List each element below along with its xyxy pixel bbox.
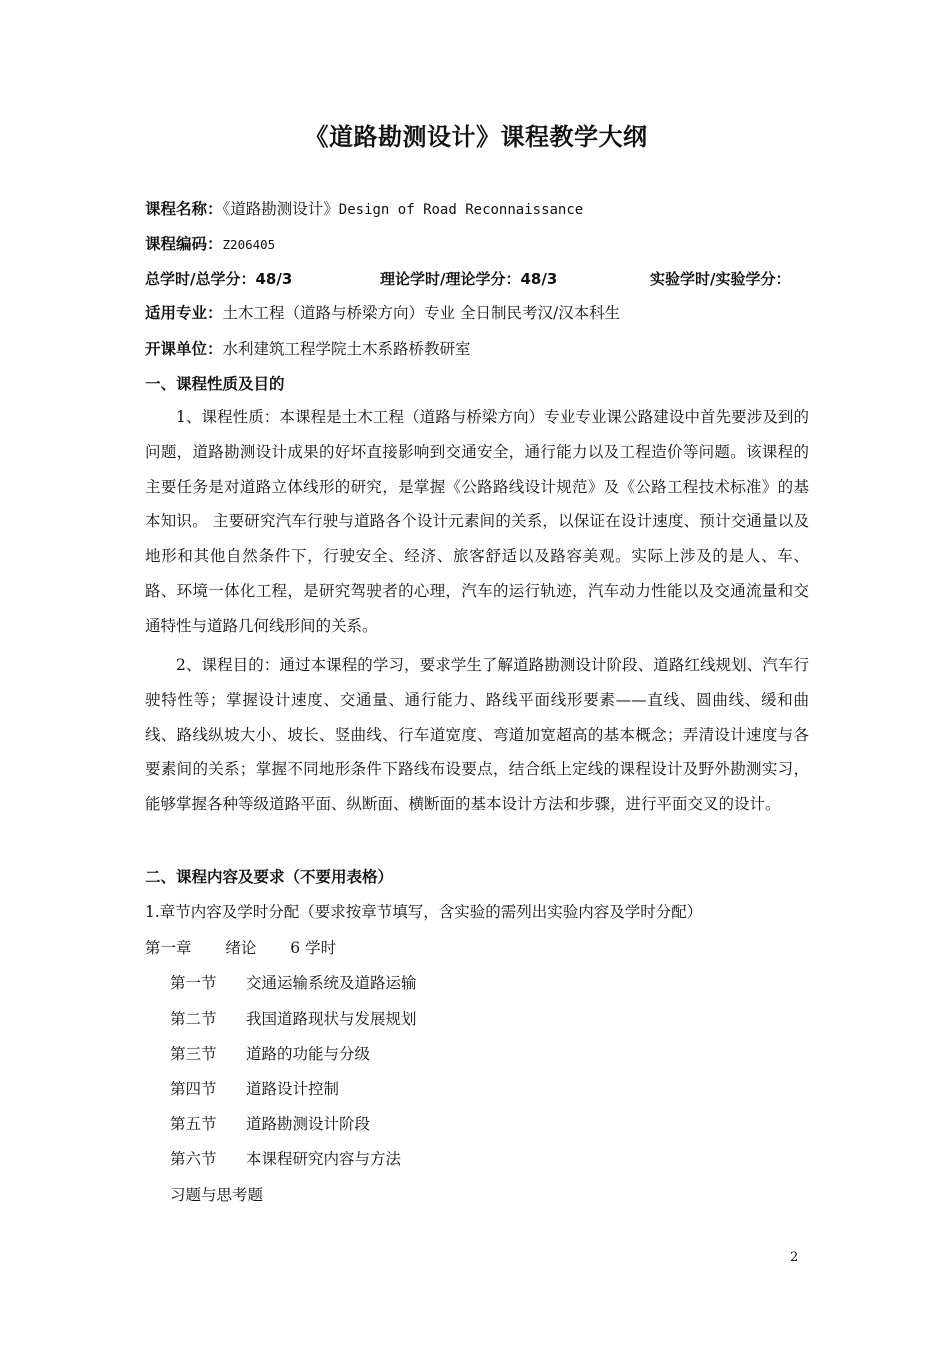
section-number: 第二节 (170, 1010, 217, 1028)
chapter-hours: 6 学时 (290, 939, 337, 957)
section-title: 道路的功能与分级 (246, 1045, 371, 1063)
section-number: 第四节 (170, 1080, 217, 1098)
section-number: 第六节 (170, 1150, 217, 1168)
section-item (170, 971, 417, 993)
chapter-title: 绪论 (225, 939, 257, 957)
section-number: 第一节 (170, 974, 217, 992)
subsection-chapter-allocation: 1.章节内容及学时分配（要求按章节填写，含实验的需列出实验内容及学时分配） (145, 903, 703, 921)
major-label: 适用专业： (145, 304, 223, 322)
major-value: 土木工程（道路与桥梁方向）专业 全日制民考汉/汉本科生 (222, 304, 621, 322)
total-hours: 总学时/总学分：48/3 (145, 270, 293, 288)
exercise-line: 习题与思考题 (170, 1186, 264, 1204)
course-code-value: Z206405 (222, 237, 276, 252)
page-number: 2 (790, 1250, 799, 1265)
section-heading-2: 二、课程内容及要求（不要用表格） (145, 868, 394, 886)
lab-hours: 实验学时/实验学分： (650, 270, 791, 288)
section-number: 第三节 (170, 1045, 217, 1063)
course-code-line (145, 233, 275, 256)
section-title: 交通运输系统及道路运输 (246, 974, 417, 992)
section-item (170, 1077, 339, 1099)
course-name-en: Design of Road Reconnaissance (338, 202, 584, 218)
course-name-cn: 《道路勘测设计》 (222, 200, 339, 218)
chapter-line (145, 936, 336, 958)
section-number: 第五节 (170, 1115, 217, 1133)
section-heading-1: 一、课程性质及目的 (145, 375, 285, 393)
paragraph-course-purpose: 2、课程目的：通过本课程的学习，要求学生了解道路勘测设计阶段、道路红线规划、汽车行驶特性等；掌握设计速度、交通量、通行能力、路线平面线形要素——直线、圆曲线、缓和曲线、路线纵坡大小、坡长、竖曲线、行车道宽度、弯道加宽超高的基本概念；弄清设计速度与各要素间的关系；掌握不同地形条件下路线布设要点，结合纸上定线的课程设计及野外勘测实习，能够掌握各种等级道路平面、纵断面、横断面的基本设计方法和步骤，进行平面交叉的设计。 (145, 656, 809, 814)
major-line (145, 302, 620, 324)
course-name-label: 课程名称： (145, 200, 223, 218)
course-name-line (145, 198, 583, 221)
document-title: 《道路勘测设计》课程教学大纲 (304, 123, 648, 151)
section-title: 道路设计控制 (246, 1080, 340, 1098)
dept-line (145, 338, 471, 360)
section-item (170, 1042, 370, 1064)
chapter-number: 第一章 (145, 939, 192, 957)
dept-label: 开课单位： (145, 340, 223, 358)
section-title: 道路勘测设计阶段 (246, 1115, 371, 1133)
dept-value: 水利建筑工程学院土木系路桥教研室 (222, 340, 471, 358)
section-item (170, 1147, 401, 1169)
section-item (170, 1112, 370, 1134)
course-code-label: 课程编码： (145, 235, 223, 253)
section-title: 本课程研究内容与方法 (246, 1150, 402, 1168)
paragraph-course-nature: 1、课程性质：本课程是土木工程（道路与桥梁方向）专业专业课公路建设中首先要涉及到的问题，道路勘测设计成果的好坏直接影响到交通安全，通行能力以及工程造价等问题。该课程的主要任务是对道路立体线形的研究，是掌握《公路路线设计规范》及《公路工程技术标准》的基本知识。 主要研究汽车行驶与道路各个设计元素间的关系，以保证在设计速度、预计交通量以及地形和其他自然条件下，行驶安全、经济、旅客舒适以及路容美观。实际上涉及的是人、车、路、环境一体化工程，是研究驾驶者的心理，汽车的运行轨迹，汽车动力性能以及交通流量和交通特性与道路几何线形间的关系。 (145, 408, 809, 635)
section-item (170, 1007, 417, 1029)
section-title: 我国道路现状与发展规划 (246, 1010, 417, 1028)
theory-hours: 理论学时/理论学分：48/3 (380, 270, 558, 288)
